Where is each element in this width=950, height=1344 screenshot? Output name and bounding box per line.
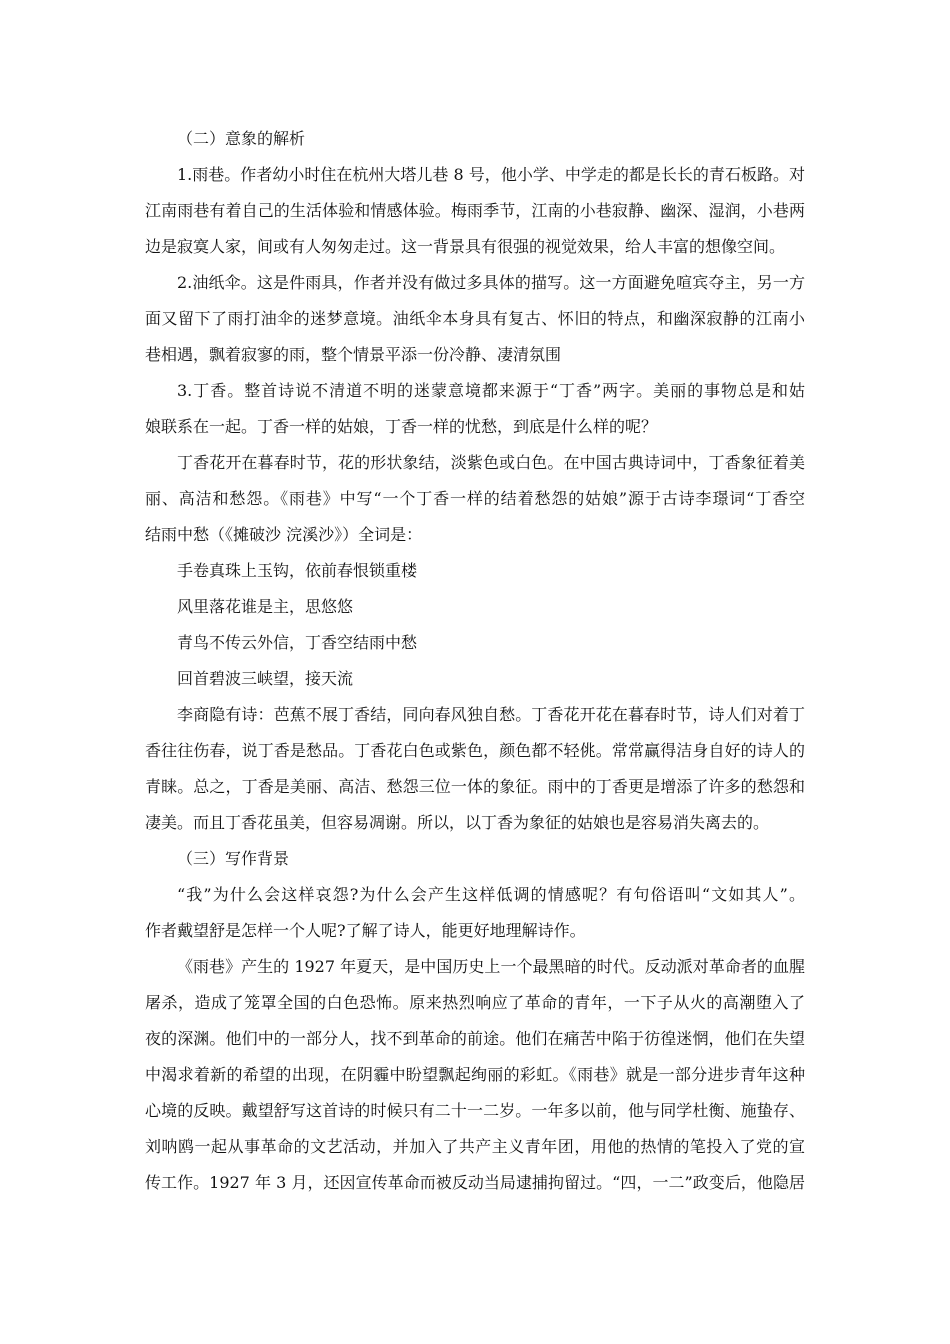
text-line: 中渴求着新的希望的出现，在阴霾中盼望飘起绚丽的彩虹。《雨巷》就是一部分进步青年这种	[145, 1065, 805, 1084]
text-line: 丽、高洁和愁怨。《雨巷》中写“一个丁香一样的结着愁怨的姑娘”源于古诗李璟词“丁香空	[145, 489, 805, 508]
text-line: 作者戴望舒是怎样一个人呢?了解了诗人，能更好地理解诗作。	[145, 921, 586, 940]
text-line: 凄美。而且丁香花虽美，但容易凋谢。所以，以丁香为象征的姑娘也是容易消失离去的。	[145, 813, 770, 832]
text-line: 2.油纸伞。这是件雨具，作者并没有做过多具体的描写。这一方面避免喧宾夺主，另一方	[177, 273, 805, 292]
text-line: 3.丁香。整首诗说不清道不明的迷蒙意境都来源于“丁香”两字。美丽的事物总是和姑	[177, 381, 805, 400]
text-line: 巷相遇，飘着寂寥的雨，整个情景平添一份冷静、凄清氛围	[145, 345, 562, 364]
text-line: （三）写作背景	[177, 849, 290, 868]
text-line: 回首碧波三峡望，接天流	[177, 669, 354, 688]
text-line: 风里落花谁是主，思悠悠	[177, 597, 354, 616]
text-line: 丁香花开在暮春时节，花的形状象结，淡紫色或白色。在中国古典诗词中，丁香象征着美	[177, 453, 805, 472]
text-line: 李商隐有诗：芭蕉不展丁香结，同向春风独自愁。丁香花开花在暮春时节，诗人们对着丁	[177, 705, 805, 724]
text-line: 刘呐鸥一起从事革命的文艺活动，并加入了共产主义青年团，用他的热情的笔投入了党的宣	[145, 1137, 805, 1156]
text-line: “我”为什么会这样哀怨?为什么会产生这样低调的情感呢？有句俗语叫“文如其人”。	[177, 885, 805, 904]
text-line: 边是寂寞人家，间或有人匆匆走过。这一背景具有很强的视觉效果，给人丰富的想像空间。	[145, 237, 786, 256]
text-line: 夜的深渊。他们中的一部分人，找不到革命的前途。他们在痛苦中陷于彷徨迷惘，他们在失望	[145, 1029, 805, 1048]
text-line: （二）意象的解析	[177, 129, 306, 148]
text-line: 手卷真珠上玉钩，依前春恨锁重楼	[177, 561, 418, 580]
text-line: 江南雨巷有着自己的生活体验和情感体验。梅雨季节，江南的小巷寂静、幽深、湿润，小巷两	[145, 201, 805, 220]
text-line: 心境的反映。戴望舒写这首诗的时候只有二十一二岁。一年多以前，他与同学杜衡、施蛰存、	[145, 1101, 805, 1120]
text-line: 《雨巷》产生的 1927 年夏天，是中国历史上一个最黑暗的时代。反动派对革命者的血腥	[177, 957, 805, 976]
text-line: 青睐。总之，丁香是美丽、高洁、愁怨三位一体的象征。雨中的丁香更是增添了许多的愁怨和	[145, 777, 805, 796]
text-line: 香往往伤春，说丁香是愁品。丁香花白色或紫色，颜色都不轻佻。常常赢得洁身自好的诗人的	[145, 741, 805, 760]
text-line: 屠杀，造成了笼罩全国的白色恐怖。原来热烈响应了革命的青年，一下子从火的高潮堕入了	[145, 993, 805, 1012]
document-page	[145, 121, 805, 1201]
text-line: 娘联系在一起。丁香一样的姑娘，丁香一样的忧愁，到底是什么样的呢？	[145, 417, 658, 436]
text-line: 结雨中愁（《摊破沙 浣溪沙》）全词是：	[145, 525, 423, 544]
text-line: 面又留下了雨打油伞的迷梦意境。油纸伞本身具有复古、怀旧的特点，和幽深寂静的江南小	[145, 309, 805, 328]
text-line: 传工作。1927 年 3 月，还因宣传革命而被反动当局逮捕拘留过。“四，一二”政变后，他隐居	[145, 1173, 805, 1192]
text-line: 青鸟不传云外信，丁香空结雨中愁	[177, 633, 418, 652]
text-line: 1.雨巷。作者幼小时住在杭州大塔儿巷 8 号，他小学、中学走的都是长长的青石板路。对	[177, 165, 805, 184]
